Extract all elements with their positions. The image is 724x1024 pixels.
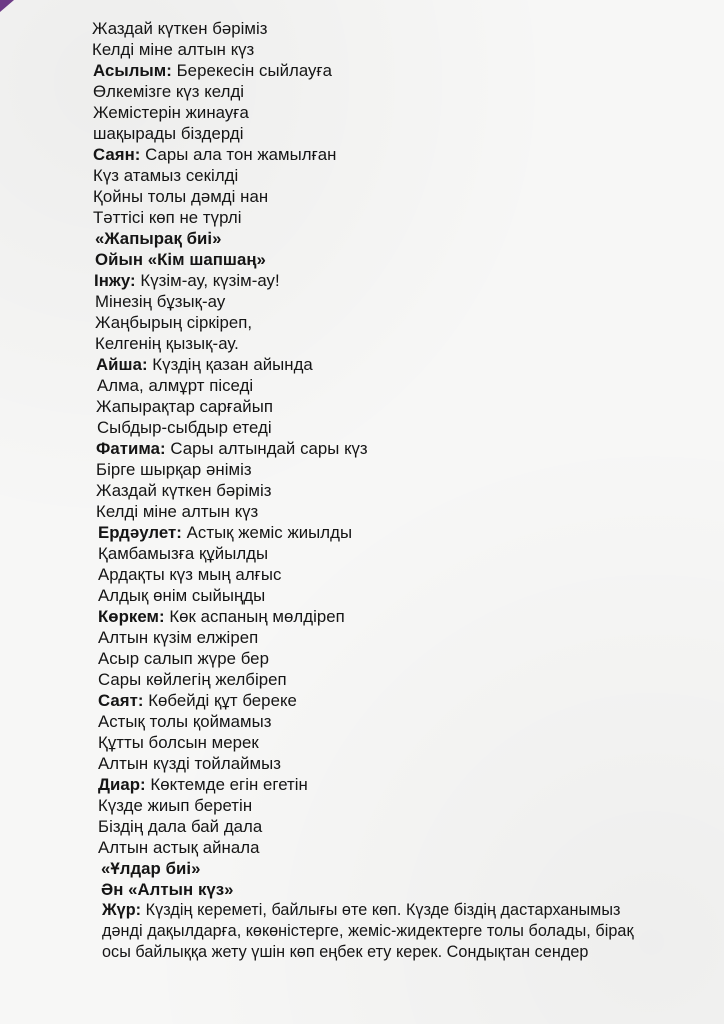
line-text: Құтты болсын мерек	[98, 733, 259, 752]
line-text: Жаздай күткен бәріміз	[92, 19, 268, 38]
line-text: Сары алтындай сары күз	[165, 439, 368, 458]
line-text: Алтын күзім елжіреп	[98, 628, 259, 647]
poem-line	[92, 501, 702, 522]
poem-line	[92, 585, 702, 606]
speaker-name: Асылым:	[93, 61, 172, 80]
poem-line	[92, 228, 702, 249]
poem-line	[92, 60, 702, 81]
section-heading: «Ұлдар биі»	[101, 859, 201, 878]
poem-line	[92, 459, 702, 480]
line-text: Алдық өнім сыйыңды	[98, 586, 266, 605]
line-text: Көбейді құт береке	[143, 691, 297, 710]
poem-line	[92, 921, 702, 942]
poem-text-block	[92, 18, 702, 963]
line-text: Қамбамызға құйылды	[98, 544, 269, 563]
poem-line	[92, 837, 702, 858]
section-heading: Ойын «Кім шапшаң»	[95, 250, 266, 269]
line-text: Көк аспаның мөлдіреп	[164, 607, 345, 626]
poem-line	[92, 816, 702, 837]
line-text: Күздің қазан айында	[147, 355, 313, 374]
poem-line	[92, 543, 702, 564]
line-text: Астық жеміс жиылды	[181, 523, 353, 542]
poem-line	[92, 879, 702, 900]
speaker-name: Фатима:	[96, 439, 166, 458]
poem-line	[92, 207, 702, 228]
poem-line	[92, 648, 702, 669]
line-text: Қойны толы дәмді нан	[93, 187, 269, 206]
line-text: Келді міне алтын күз	[92, 40, 255, 59]
poem-line	[92, 627, 702, 648]
speaker-name: Інжу:	[94, 271, 136, 290]
poem-line	[92, 333, 702, 354]
line-text: Сары көйлегің желбіреп	[98, 670, 287, 689]
poem-line	[92, 732, 702, 753]
poem-line	[92, 123, 702, 144]
corner-scan-mark	[0, 0, 18, 18]
poem-line	[92, 270, 702, 291]
line-text: Алма, алмұрт піседі	[97, 376, 254, 395]
speaker-name: Жүр:	[102, 901, 142, 919]
line-text: Астық толы қоймамыз	[98, 712, 272, 731]
poem-line	[92, 291, 702, 312]
line-text: Алтын күзді тойлаймыз	[98, 754, 281, 773]
poem-line	[92, 396, 702, 417]
poem-line	[92, 522, 702, 543]
line-text: Күзде жиып беретін	[98, 796, 253, 815]
section-heading: Ән «Алтын күз»	[101, 880, 234, 899]
speaker-name: Көркем:	[98, 607, 165, 626]
speaker-name: Диар:	[98, 775, 146, 794]
line-text: Күздің кереметі, байлығы өте көп. Күзде біздің дастарханымыз	[141, 901, 621, 919]
poem-line	[92, 795, 702, 816]
line-text: Сары ала тон жамылған	[140, 145, 337, 164]
line-text: осы байлыққа жету үшін көп еңбек ету керек. Сондықтан сендер	[102, 943, 589, 961]
line-text: Жапырақтар сарғайып	[96, 397, 273, 416]
line-text: Біздің дала бай дала	[98, 817, 263, 836]
poem-line	[92, 480, 702, 501]
line-text: Жаздай күткен бәріміз	[96, 481, 272, 500]
section-heading: «Жапырақ биі»	[95, 229, 222, 248]
poem-line	[92, 312, 702, 333]
line-text: Өлкемізге күз келді	[93, 82, 245, 101]
poem-line	[92, 711, 702, 732]
poem-line	[92, 39, 702, 60]
poem-line	[92, 165, 702, 186]
line-text: Күз атамыз секілді	[93, 166, 239, 185]
poem-line	[92, 564, 702, 585]
line-text: шақырады біздерді	[93, 124, 244, 143]
line-text: Асыр салып жүре бер	[98, 649, 269, 668]
poem-line	[92, 81, 702, 102]
poem-line	[92, 249, 702, 270]
line-text: Тәттісі көп не түрлі	[93, 208, 242, 227]
poem-line	[92, 144, 702, 165]
line-text: Сыбдыр-сыбдыр етеді	[97, 418, 272, 437]
line-text: Келгенің қызық-ау.	[95, 334, 239, 353]
line-text: Ардақты күз мың алғыс	[98, 565, 282, 584]
line-text: Жаңбырың сіркіреп,	[95, 313, 253, 332]
poem-line	[92, 753, 702, 774]
poem-line	[92, 606, 702, 627]
poem-line	[92, 942, 702, 963]
line-text: Мінезің бұзық-ау	[95, 292, 226, 311]
line-text: Берекесін сыйлауға	[171, 61, 333, 80]
poem-line	[92, 858, 702, 879]
poem-line	[92, 438, 702, 459]
poem-line	[92, 354, 702, 375]
poem-line	[92, 690, 702, 711]
poem-line	[92, 774, 702, 795]
line-text: Бірге шырқар әніміз	[96, 460, 252, 479]
line-text: дәнді дақылдарға, көкөністерге, жеміс-жидектерге толы болады, бірақ	[102, 922, 634, 940]
line-text: Көктемде егін егетін	[145, 775, 308, 794]
line-text: Күзім-ау, күзім-ау!	[135, 271, 280, 290]
speaker-name: Саян:	[93, 145, 141, 164]
poem-line	[92, 417, 702, 438]
speaker-name: Айша:	[96, 355, 148, 374]
poem-line	[92, 102, 702, 123]
poem-line	[92, 375, 702, 396]
line-text: Алтын астық айнала	[98, 838, 260, 857]
line-text: Келді міне алтын күз	[96, 502, 259, 521]
line-text: Жемістерін жинауға	[93, 103, 249, 122]
poem-line	[92, 18, 702, 39]
poem-line	[92, 900, 702, 921]
speaker-name: Саят:	[98, 691, 144, 710]
poem-line	[92, 186, 702, 207]
poem-line	[92, 669, 702, 690]
speaker-name: Ердәулет:	[98, 523, 182, 542]
